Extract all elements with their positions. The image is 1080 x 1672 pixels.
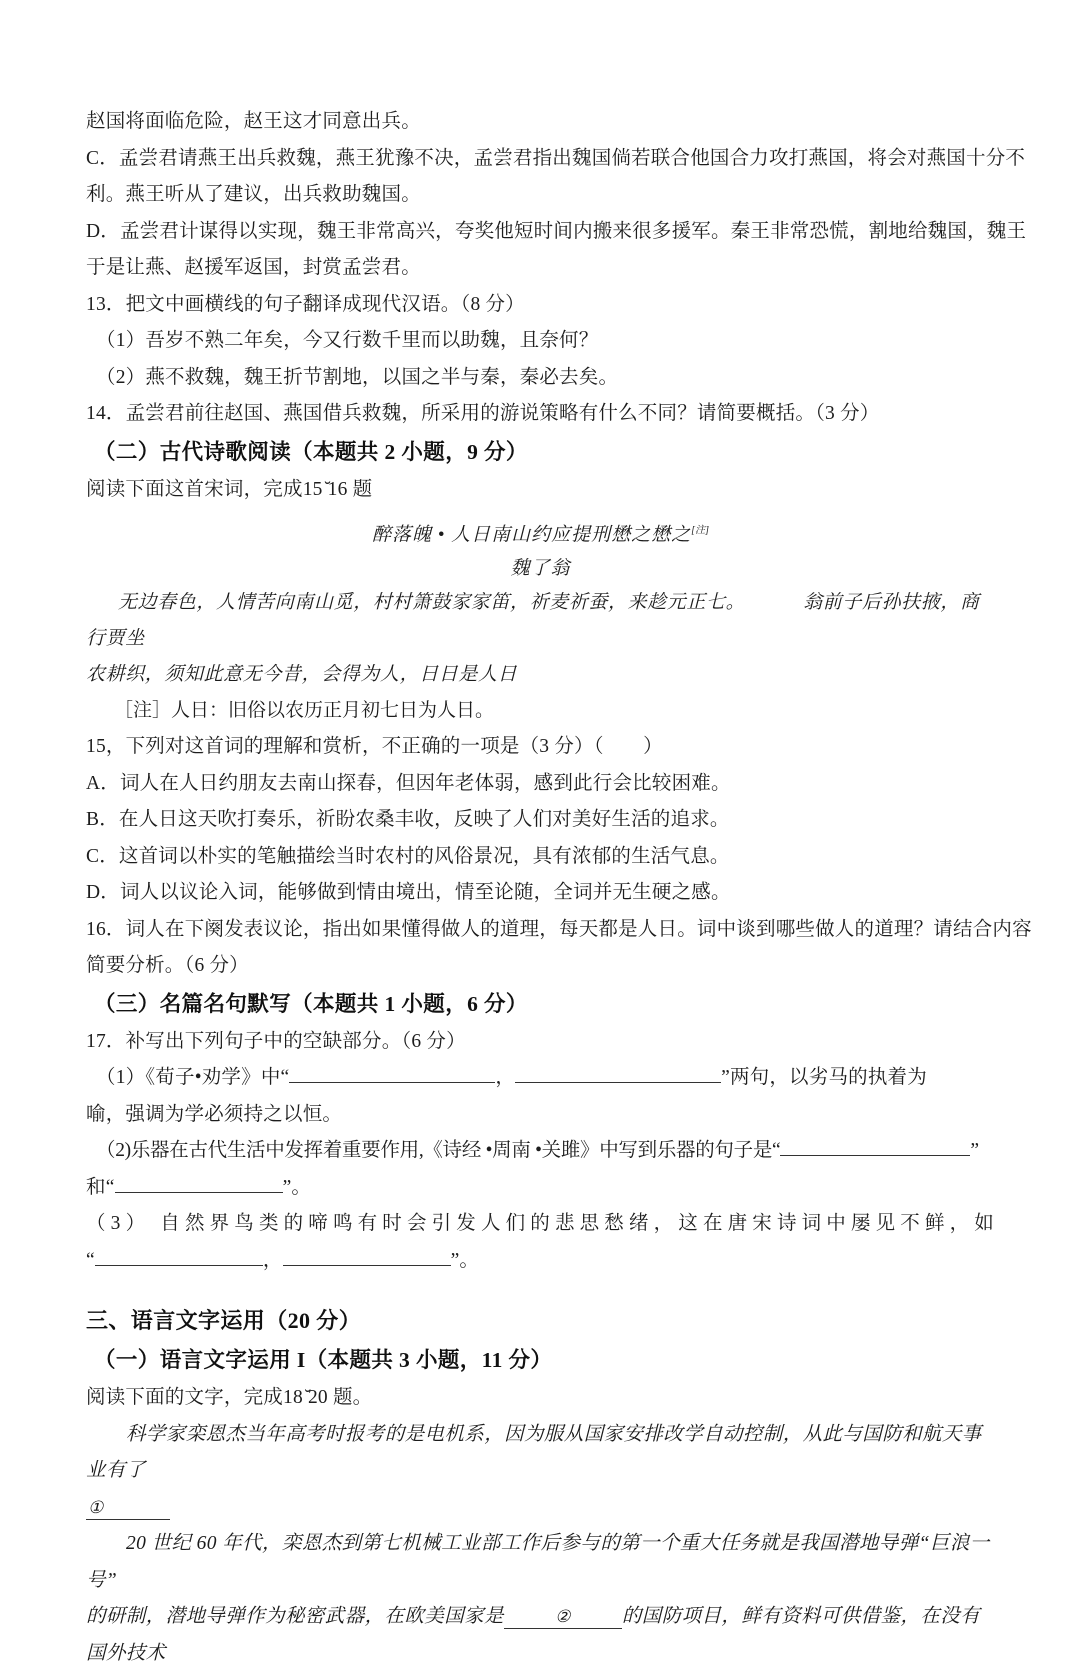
question-17-item-1-line-2: 喻，强调为学必须持之以恒。	[86, 1103, 343, 1125]
poem-upper-stanza: 无边春色，人情苦向南山觅，村村箫鼓家家笛，祈麦祈蚕，来趁元正七。	[118, 592, 746, 614]
section-three-heading: 三、语言文字运用（20 分）	[86, 1308, 362, 1334]
question-17-item-2-line-1	[86, 1133, 995, 1170]
question-17-item-3-line-1: （3） 自然界鸟类的啼鸣有时会引发人们的悲思愁绪，这在唐宋诗词中屡见不鲜，如	[86, 1213, 994, 1235]
question-17-stem: 17．补写出下列句子中的空缺部分。（6 分）	[86, 1030, 466, 1052]
q17-item1-prefix: （1）《荀子•劝学》中“	[96, 1067, 290, 1089]
q17-item3-blank-a[interactable]	[95, 1245, 263, 1266]
poem-title-note-mark: [注]	[691, 525, 709, 536]
question-17-item-2-line-2	[86, 1170, 995, 1207]
poem-reading-instruction: 阅读下面这首宋词，完成15 ̆16 题	[86, 478, 373, 500]
poem-author: 魏了翁	[510, 558, 571, 580]
q17-item2-blank-a[interactable]	[780, 1135, 970, 1156]
section-two-part-b-heading: （二）古代诗歌阅读（本题共 2 小题，9 分）	[94, 439, 528, 464]
poem-stanza-line-1	[86, 585, 995, 657]
question-17-item-1-line-1	[86, 1060, 995, 1097]
poem-title	[86, 514, 995, 552]
q17-item3-comma: ，	[262, 1249, 283, 1271]
question-16-line-2: 简要分析。（6 分）	[86, 955, 249, 977]
q17-item1-suffix: ”两句，以劣马的执着为	[721, 1067, 927, 1089]
passage-paragraph-1: 科学家栾恩杰当年高考时报考的是电机系，因为服从国家安排改学自动控制，从此与国防和航天事业有了	[86, 1423, 982, 1482]
q17-item2-line2-prefix: 和“	[86, 1176, 115, 1198]
option-c-line-2: 利。燕王听从了建议，出兵救助魏国。	[86, 184, 421, 205]
passage-blank-2[interactable]	[504, 1606, 622, 1629]
blank-2-circled-number: ②	[555, 1607, 571, 1627]
question-15-option-a: A．词人在人日约朋友去南山探春，但因年老体弱，感到此行会比较困难。	[86, 772, 731, 794]
question-16-line-1: 16．词人在下阕发表议论，指出如果懂得做人的道理，每天都是人日。词中谈到哪些做人的道理？请结合内容	[86, 918, 1032, 940]
question-15-option-d: D．词人以议论入词，能够做到情由境出，情至论随，全词并无生硬之感。	[86, 882, 731, 904]
option-c-line-1: C．孟尝君请燕王出兵救魏，燕王犹豫不决，孟尝君指出魏国倘若联合他国合力攻打燕国，将会对燕国十分不	[86, 147, 1026, 169]
q17-item2-blank-b[interactable]	[115, 1172, 283, 1193]
question-17-item-3-line-2	[86, 1243, 995, 1280]
passage-blank-1-line	[86, 1490, 995, 1527]
section-two-part-c-heading: （三）名篇名句默写（本题共 1 小题，6 分）	[94, 991, 528, 1016]
section-three-subheading: （一）语言文字运用 I（本题共 3 小题，11 分）	[94, 1348, 553, 1373]
passage-paragraph-2-line-1: 20 世纪 60 年代，栾恩杰到第七机械工业部工作后参与的第一个重大任务就是我国潜地导弹“巨浪一号”	[86, 1533, 990, 1591]
q17-item1-blank-b[interactable]	[515, 1062, 721, 1083]
q17-item1-separator: ，	[495, 1067, 516, 1089]
section-three-instruction: 阅读下面的文字，完成18 ̆20 题。	[86, 1387, 373, 1409]
question-13-item-1: （1）吾岁不熟二年矣，今又行数千里而以助魏，且奈何？	[96, 330, 599, 351]
q17-item2-line2-suffix: ”。	[282, 1176, 312, 1198]
poem-note: ［注］人日：旧俗以农历正月初七日为人日。	[114, 700, 495, 722]
question-15-option-c: C．这首词以朴实的笔触描绘当时农村的风俗景况，具有浓郁的生活气息。	[86, 845, 730, 867]
question-13-stem: 13．把文中画横线的句子翻译成现代汉语。（8 分）	[86, 293, 525, 315]
question-13-item-2: （2）燕不救魏，魏王折节割地，以国之半与秦，秦必去矣。	[96, 366, 619, 388]
passage2-line2-prefix: 的研制，潜地导弹作为秘密武器，在欧美国家是	[86, 1606, 504, 1628]
option-d-line-2: 于是让燕、赵援军返国，封赏孟尝君。	[86, 257, 421, 278]
q17-item3-open-quote: “	[86, 1249, 95, 1271]
q17-item3-blank-b[interactable]	[283, 1245, 451, 1266]
blank-1-circled-number: ①	[88, 1497, 104, 1517]
poem-lower-stanza-part-1: 翁前子后孙扶掖，商行贾坐	[86, 592, 980, 650]
option-d-line-1: D．孟尝君计谋得以实现，魏王非常高兴，夸奖他短时间内搬来很多援军。秦王非常恐慌，割地给魏国，魏王	[86, 220, 1027, 242]
poem-stanza-line-2: 农耕织，须知此意无今昔，会得为人，日日是人日	[86, 664, 518, 686]
q17-item2-prefix: （2)乐器在古代生活中发挥着重要作用,《诗经 •周南 •关雎》中写到乐器的句子是“	[96, 1140, 781, 1162]
question-15-option-b: B．在人日这天吹打奏乐，祈盼农桑丰收，反映了人们对美好生活的追求。	[86, 809, 730, 831]
question-14-stem: 14．孟尝君前往赵国、燕国借兵救魏，所采用的游说策略有什么不同？请简要概括。（3 分）	[86, 403, 880, 424]
passage-paragraph-2-line-2	[86, 1599, 995, 1672]
passage2-line2-suffix: 的国防项目，鲜有资料可供借鉴，在没有国外技术	[86, 1606, 981, 1664]
reading-continued-line: 赵国将面临危险，赵王这才同意出兵。	[86, 111, 421, 132]
question-15-stem: 15，下列对这首词的理解和赏析，不正确的一项是（3 分）（ ）	[86, 736, 663, 758]
q17-item3-close: ”。	[450, 1249, 480, 1271]
passage-blank-1[interactable]	[86, 1497, 170, 1520]
poem-title-text: 醉落魄 • 人日南山约应提刑懋之懋之	[372, 524, 692, 546]
q17-item2-close-quote: ”	[970, 1140, 979, 1162]
q17-item1-blank-a[interactable]	[289, 1062, 495, 1083]
